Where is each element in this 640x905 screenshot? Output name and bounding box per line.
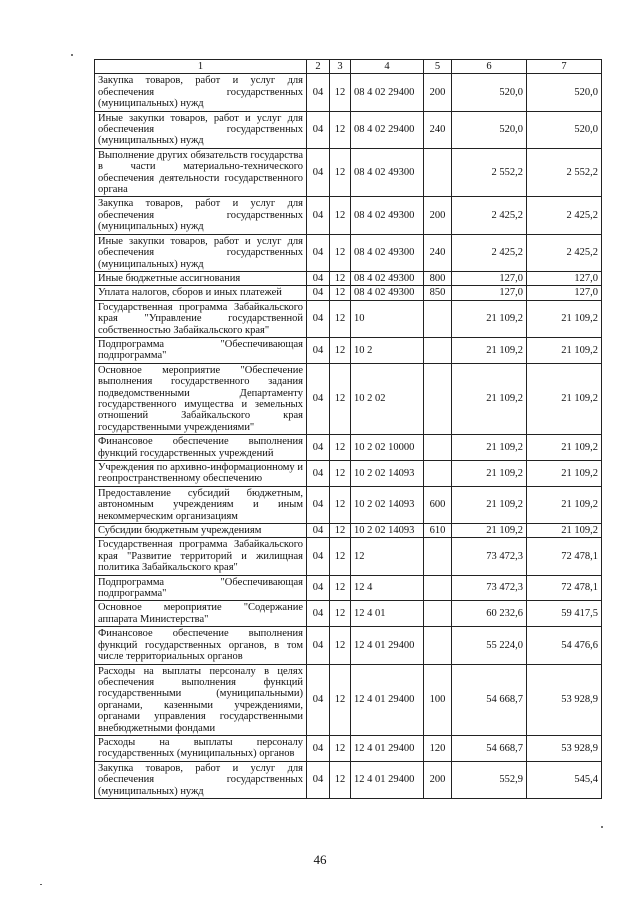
cell-target-article: 08 4 02 49300 xyxy=(351,148,424,197)
cell-expense-type: 800 xyxy=(424,271,452,285)
cell-amount-2: 2 552,2 xyxy=(527,148,602,197)
table-row xyxy=(95,271,602,285)
cell-section: 04 xyxy=(307,735,330,761)
cell-amount-2: 2 425,2 xyxy=(527,197,602,234)
cell-subsection: 12 xyxy=(330,486,351,523)
cell-amount-2: 2 425,2 xyxy=(527,234,602,271)
row-name: Основное мероприятие "Обеспечение выполнения государственного задания подведомственными Департаменту государственного имущества и земельных отношений Забайкальского края государственными учреждениями" xyxy=(95,363,307,434)
cell-subsection: 12 xyxy=(330,601,351,627)
cell-expense-type: 100 xyxy=(424,664,452,735)
cell-amount-2: 21 109,2 xyxy=(527,337,602,363)
cell-subsection: 12 xyxy=(330,627,351,664)
cell-section: 04 xyxy=(307,761,330,798)
cell-amount-1: 552,9 xyxy=(452,761,527,798)
table-row xyxy=(95,524,602,538)
cell-amount-1: 21 109,2 xyxy=(452,435,527,461)
cell-section: 04 xyxy=(307,148,330,197)
cell-amount-2: 21 109,2 xyxy=(527,461,602,487)
cell-target-article: 12 4 01 xyxy=(351,601,424,627)
cell-amount-2: 21 109,2 xyxy=(527,435,602,461)
cell-target-article: 08 4 02 49300 xyxy=(351,271,424,285)
table-row xyxy=(95,286,602,300)
cell-amount-2: 520,0 xyxy=(527,111,602,148)
cell-section: 04 xyxy=(307,538,330,575)
row-name: Государственная программа Забайкальского края "Управление государственной собственностью Забайкальского края" xyxy=(95,300,307,337)
table-row xyxy=(95,761,602,798)
table-row xyxy=(95,148,602,197)
cell-expense-type: 240 xyxy=(424,111,452,148)
cell-section: 04 xyxy=(307,197,330,234)
cell-subsection: 12 xyxy=(330,111,351,148)
cell-expense-type xyxy=(424,575,452,601)
cell-subsection: 12 xyxy=(330,337,351,363)
cell-target-article: 12 4 01 29400 xyxy=(351,664,424,735)
cell-amount-1: 21 109,2 xyxy=(452,524,527,538)
cell-expense-type xyxy=(424,601,452,627)
cell-amount-2: 21 109,2 xyxy=(527,486,602,523)
cell-expense-type: 240 xyxy=(424,234,452,271)
cell-section: 04 xyxy=(307,286,330,300)
cell-section: 04 xyxy=(307,111,330,148)
cell-target-article: 12 4 01 29400 xyxy=(351,735,424,761)
cell-amount-1: 127,0 xyxy=(452,286,527,300)
cell-subsection: 12 xyxy=(330,300,351,337)
table-row xyxy=(95,575,602,601)
cell-subsection: 12 xyxy=(330,271,351,285)
cell-target-article: 08 4 02 49300 xyxy=(351,234,424,271)
cell-amount-1: 2 425,2 xyxy=(452,197,527,234)
table-row xyxy=(95,627,602,664)
row-name: Иные бюджетные ассигнования xyxy=(95,271,307,285)
scan-speck xyxy=(71,54,73,56)
cell-target-article: 12 4 xyxy=(351,575,424,601)
header-cell: 3 xyxy=(330,60,351,74)
cell-section: 04 xyxy=(307,627,330,664)
cell-subsection: 12 xyxy=(330,538,351,575)
cell-amount-2: 21 109,2 xyxy=(527,300,602,337)
table-row xyxy=(95,337,602,363)
cell-expense-type: 120 xyxy=(424,735,452,761)
header-cell: 7 xyxy=(527,60,602,74)
header-row xyxy=(95,60,602,74)
header-cell: 4 xyxy=(351,60,424,74)
cell-amount-2: 127,0 xyxy=(527,286,602,300)
cell-subsection: 12 xyxy=(330,197,351,234)
table-row xyxy=(95,111,602,148)
row-name: Субсидии бюджетным учреждениям xyxy=(95,524,307,538)
row-name: Подпрограмма "Обеспечивающая подпрограмма" xyxy=(95,575,307,601)
cell-amount-2: 520,0 xyxy=(527,74,602,111)
cell-expense-type xyxy=(424,435,452,461)
cell-amount-1: 21 109,2 xyxy=(452,461,527,487)
cell-expense-type xyxy=(424,148,452,197)
table-row xyxy=(95,486,602,523)
cell-subsection: 12 xyxy=(330,234,351,271)
table-row xyxy=(95,664,602,735)
cell-expense-type xyxy=(424,337,452,363)
cell-subsection: 12 xyxy=(330,735,351,761)
cell-target-article: 10 2 02 14093 xyxy=(351,524,424,538)
cell-expense-type xyxy=(424,538,452,575)
cell-subsection: 12 xyxy=(330,286,351,300)
cell-section: 04 xyxy=(307,435,330,461)
cell-amount-1: 520,0 xyxy=(452,111,527,148)
row-name: Основное мероприятие "Содержание аппарата Министерства" xyxy=(95,601,307,627)
table-row xyxy=(95,735,602,761)
cell-amount-1: 520,0 xyxy=(452,74,527,111)
row-name: Финансовое обеспечение выполнения функций государственных органов, в том числе территориальных органов xyxy=(95,627,307,664)
cell-subsection: 12 xyxy=(330,461,351,487)
cell-amount-1: 127,0 xyxy=(452,271,527,285)
cell-amount-2: 21 109,2 xyxy=(527,524,602,538)
row-name: Подпрограмма "Обеспечивающая подпрограмма" xyxy=(95,337,307,363)
cell-expense-type xyxy=(424,627,452,664)
row-name: Закупка товаров, работ и услуг для обеспечения государственных (муниципальных) нужд xyxy=(95,761,307,798)
header-cell: 5 xyxy=(424,60,452,74)
cell-amount-1: 21 109,2 xyxy=(452,486,527,523)
cell-target-article: 10 2 02 14093 xyxy=(351,486,424,523)
cell-section: 04 xyxy=(307,337,330,363)
cell-target-article: 08 4 02 49300 xyxy=(351,197,424,234)
row-name: Учреждения по архивно-информационному и геопространственному обеспечению xyxy=(95,461,307,487)
cell-section: 04 xyxy=(307,74,330,111)
cell-amount-1: 73 472,3 xyxy=(452,538,527,575)
cell-expense-type: 200 xyxy=(424,197,452,234)
row-name: Закупка товаров, работ и услуг для обеспечения государственных (муниципальных) нужд xyxy=(95,197,307,234)
cell-section: 04 xyxy=(307,575,330,601)
cell-amount-2: 53 928,9 xyxy=(527,664,602,735)
cell-expense-type: 850 xyxy=(424,286,452,300)
cell-amount-2: 545,4 xyxy=(527,761,602,798)
table-row xyxy=(95,601,602,627)
cell-amount-2: 72 478,1 xyxy=(527,538,602,575)
cell-expense-type: 610 xyxy=(424,524,452,538)
row-name: Расходы на выплаты персоналу в целях обеспечения выполнения функций государственными (муниципальными) органами, казенными учреждениями, органами управления государственными внебюджетными фондами xyxy=(95,664,307,735)
cell-expense-type xyxy=(424,461,452,487)
scan-speck xyxy=(40,884,42,885)
cell-amount-2: 127,0 xyxy=(527,271,602,285)
cell-target-article: 12 4 01 29400 xyxy=(351,761,424,798)
cell-amount-1: 73 472,3 xyxy=(452,575,527,601)
header-cell: 1 xyxy=(95,60,307,74)
cell-amount-1: 2 552,2 xyxy=(452,148,527,197)
table-row xyxy=(95,461,602,487)
cell-amount-1: 21 109,2 xyxy=(452,300,527,337)
cell-section: 04 xyxy=(307,461,330,487)
page-number: 46 xyxy=(313,852,327,867)
cell-amount-1: 55 224,0 xyxy=(452,627,527,664)
cell-section: 04 xyxy=(307,234,330,271)
table-row xyxy=(95,74,602,111)
cell-target-article: 12 4 01 29400 xyxy=(351,627,424,664)
cell-amount-2: 72 478,1 xyxy=(527,575,602,601)
table-row xyxy=(95,300,602,337)
cell-amount-1: 21 109,2 xyxy=(452,337,527,363)
cell-target-article: 10 xyxy=(351,300,424,337)
cell-section: 04 xyxy=(307,664,330,735)
table-row xyxy=(95,197,602,234)
cell-amount-1: 21 109,2 xyxy=(452,363,527,434)
scan-speck xyxy=(601,826,603,828)
cell-section: 04 xyxy=(307,271,330,285)
cell-subsection: 12 xyxy=(330,761,351,798)
table-row xyxy=(95,435,602,461)
table-row xyxy=(95,538,602,575)
cell-target-article: 10 2 02 10000 xyxy=(351,435,424,461)
row-name: Государственная программа Забайкальского края "Развитие территорий и жилищная политика Забайкальского края" xyxy=(95,538,307,575)
cell-expense-type: 200 xyxy=(424,74,452,111)
row-name: Закупка товаров, работ и услуг для обеспечения государственных (муниципальных) нужд xyxy=(95,74,307,111)
cell-section: 04 xyxy=(307,486,330,523)
cell-subsection: 12 xyxy=(330,435,351,461)
cell-subsection: 12 xyxy=(330,74,351,111)
header-cell: 2 xyxy=(307,60,330,74)
cell-subsection: 12 xyxy=(330,363,351,434)
row-name: Финансовое обеспечение выполнения функций государственных учреждений xyxy=(95,435,307,461)
cell-section: 04 xyxy=(307,524,330,538)
cell-amount-1: 2 425,2 xyxy=(452,234,527,271)
row-name: Уплата налогов, сборов и иных платежей xyxy=(95,286,307,300)
cell-amount-2: 21 109,2 xyxy=(527,363,602,434)
row-name: Выполнение других обязательств государства в части материально-технического обеспечения деятельности государственного органа xyxy=(95,148,307,197)
cell-subsection: 12 xyxy=(330,148,351,197)
cell-target-article: 08 4 02 29400 xyxy=(351,74,424,111)
cell-amount-1: 54 668,7 xyxy=(452,664,527,735)
cell-amount-1: 54 668,7 xyxy=(452,735,527,761)
row-name: Предоставление субсидий бюджетным, автономным учреждениям и иным некоммерческим организациям xyxy=(95,486,307,523)
cell-target-article: 08 4 02 29400 xyxy=(351,111,424,148)
cell-amount-2: 54 476,6 xyxy=(527,627,602,664)
cell-target-article: 08 4 02 49300 xyxy=(351,286,424,300)
cell-expense-type: 200 xyxy=(424,761,452,798)
cell-section: 04 xyxy=(307,601,330,627)
header-cell: 6 xyxy=(452,60,527,74)
cell-expense-type: 600 xyxy=(424,486,452,523)
cell-expense-type xyxy=(424,300,452,337)
cell-target-article: 10 2 xyxy=(351,337,424,363)
cell-subsection: 12 xyxy=(330,664,351,735)
budget-table xyxy=(94,59,602,799)
cell-section: 04 xyxy=(307,300,330,337)
cell-target-article: 12 xyxy=(351,538,424,575)
cell-subsection: 12 xyxy=(330,524,351,538)
cell-expense-type xyxy=(424,363,452,434)
row-name: Иные закупки товаров, работ и услуг для обеспечения государственных (муниципальных) нужд xyxy=(95,111,307,148)
cell-subsection: 12 xyxy=(330,575,351,601)
row-name: Расходы на выплаты персоналу государственных (муниципальных) органов xyxy=(95,735,307,761)
row-name: Иные закупки товаров, работ и услуг для обеспечения государственных (муниципальных) нужд xyxy=(95,234,307,271)
cell-target-article: 10 2 02 14093 xyxy=(351,461,424,487)
cell-target-article: 10 2 02 xyxy=(351,363,424,434)
cell-section: 04 xyxy=(307,363,330,434)
table-row xyxy=(95,234,602,271)
cell-amount-1: 60 232,6 xyxy=(452,601,527,627)
cell-amount-2: 59 417,5 xyxy=(527,601,602,627)
table-row xyxy=(95,363,602,434)
cell-amount-2: 53 928,9 xyxy=(527,735,602,761)
